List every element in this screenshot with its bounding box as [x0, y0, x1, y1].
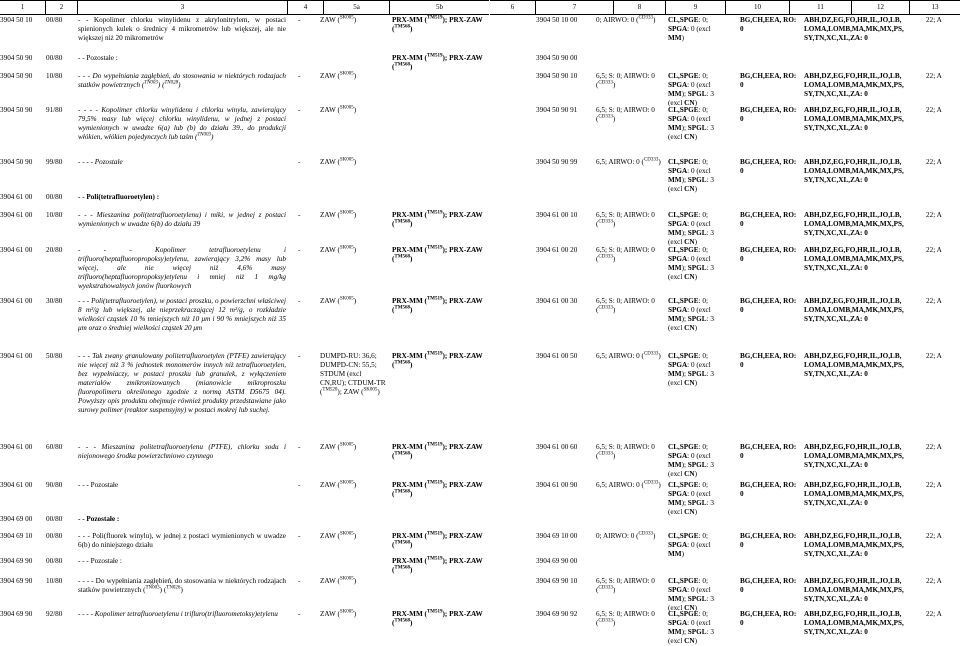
- cell-c8: CL,SPGE: 0; SPGA: 0 (excl MM): [668, 16, 711, 42]
- header-col-10: 10: [726, 1, 790, 14]
- cell-suffix: 91/80: [46, 106, 63, 114]
- cell-rcode: 3904 69 90 92: [536, 610, 578, 618]
- cell-c10: ABH,DZ,EG,FO,HR,IL,JO,LB, LOMA,LOMB,MA,MK,MX,PS, SY,TN,XC,XL,ZA: 0: [804, 246, 904, 272]
- cell-c5b: PRX-MM ($^{TM519}$); PRX-ZAW ($^{TM568}$): [392, 210, 483, 228]
- cell-desc: - - Kopolimer chlorku winylidenu z akrylonitrylem, w postaci spienionych kulek o średnicy 4 mikrometrów lub większej, ale nie większej niż 20 mikrometrów: [78, 16, 286, 42]
- cell-code: 3904 69 00: [0, 515, 33, 523]
- cell-rcode: 3904 61 00 20: [536, 246, 578, 254]
- cell-c5a: ZAW ($^{SK005}$): [320, 105, 357, 114]
- cell-c8: CL,SPGE: 0; SPGA: 0 (excl MM); SPGL: 3 (excl CN): [668, 246, 714, 281]
- cell-c4: -: [298, 443, 301, 451]
- cell-c8: CL,SPGE: 0; SPGA: 0 (excl MM); SPGL: 3 (excl CN): [668, 577, 714, 612]
- cell-suffix: 00/80: [46, 54, 63, 62]
- cell-code: 3904 50 90: [0, 106, 33, 114]
- cell-code: 3904 69 90: [0, 610, 33, 618]
- cell-desc: - - Poli(tetrafluoroetylen) :: [78, 193, 160, 201]
- cell-c5a: ZAW ($^{SK005}$): [320, 480, 357, 489]
- cell-c13: 22; A: [926, 532, 942, 540]
- cell-c13: 22; A: [926, 211, 942, 219]
- cell-rcode: 3904 69 90 00: [536, 557, 578, 565]
- cell-c5a: ZAW ($^{SK005}$): [320, 442, 357, 451]
- cell-desc: - - - Kopolimer tetrafluoroetylenu i trifluoro(heptafluoropropoksy)etylenu, zawierający 3,2% masy lub więcej, ale nie więcej niż 4,6% masy trifluoro(heptafluoropropoksy)etylenu i mniej niż 1 mg/kg wyekstrahowalnych jonów fluorkowych: [78, 246, 286, 290]
- cell-c4: -: [298, 577, 301, 585]
- cell-c5b: PRX-MM ($^{TM519}$); PRX-ZAW ($^{TM568}$): [392, 556, 483, 574]
- cell-code: 3904 61 00: [0, 246, 33, 254]
- cell-desc: - - - - Pozostałe: [78, 158, 123, 166]
- cell-c10: ABH,DZ,EG,FO,HR,IL,JO,LB, LOMA,LOMB,MA,MK,MX,PS, SY,TN,XC,XL,ZA: 0: [804, 577, 904, 603]
- cell-c7: 6,5; S: 0; AIRWO: 0 ($^{CD333}$): [596, 211, 655, 228]
- cell-c7: 6,5; S: 0; AIRWO: 0 ($^{CD333}$): [596, 610, 655, 627]
- cell-rcode: 3904 61 00 90: [536, 481, 578, 489]
- cell-c7: 6,5; AIRWO: 0 ($^{CD333}$): [596, 351, 661, 360]
- header-col-9: 9: [666, 1, 726, 14]
- cell-code: 3904 50 10: [0, 16, 33, 24]
- cell-code: 3904 61 00: [0, 481, 33, 489]
- cell-c5a: ZAW ($^{SK005}$): [320, 71, 357, 80]
- cell-c13: 22; A: [926, 481, 942, 489]
- cell-suffix: 90/80: [46, 481, 63, 489]
- cell-rcode: 3904 50 10 00: [536, 16, 578, 24]
- cell-rcode: 3904 69 10 00: [536, 532, 578, 540]
- cell-c8: CL,SPGE: 0; SPGA: 0 (excl MM); SPGL: 3 (excl CN): [668, 610, 714, 645]
- cell-c7: 6,5; S: 0; AIRWO: 0 ($^{CD333}$): [596, 297, 655, 314]
- cell-rcode: 3904 61 00 10: [536, 211, 578, 219]
- cell-suffix: 99/80: [46, 158, 63, 166]
- cell-code: 3904 61 00: [0, 352, 33, 360]
- cell-desc: - - - Do wypełniania zagłębień, do stosowania w niektórych rodzajach statków powietrznych ($^{TN003}$) ($^{TN028}$): [78, 72, 286, 89]
- header-col-5b: 5b: [436, 3, 443, 11]
- cell-c7: 6,5; S: 0; AIRWO: 0 ($^{CD333}$): [596, 443, 655, 460]
- cell-suffix: 50/80: [46, 352, 63, 360]
- cell-c13: 22; A: [926, 443, 942, 451]
- header-col-8: 8: [614, 1, 666, 14]
- cell-c5a: ZAW ($^{SK005}$): [320, 245, 357, 254]
- cell-c9: BG,CH,EEA, RO: 0: [740, 158, 797, 175]
- cell-suffix: 00/80: [46, 16, 63, 24]
- cell-suffix: 10/80: [46, 577, 63, 585]
- cell-code: 3904 61 00: [0, 297, 33, 305]
- header-col-6: 6: [490, 1, 536, 14]
- cell-rcode: 3904 50 90 91: [536, 106, 578, 114]
- header-col-11: 11: [790, 1, 852, 14]
- cell-code: 3904 50 90: [0, 158, 33, 166]
- cell-c10: ABH,DZ,EG,FO,HR,IL,JO,LB, LOMA,LOMB,MA,MK,MX,PS, SY,TN,XC,XL,ZA: 0: [804, 106, 904, 132]
- cell-c9: BG,CH,EEA, RO: 0: [740, 246, 797, 263]
- cell-code: 3904 69 90: [0, 577, 33, 585]
- cell-c4: -: [298, 481, 301, 489]
- cell-c5b: PRX-MM ($^{TM519}$); PRX-ZAW ($^{TM568}$): [392, 296, 483, 314]
- header-col-5a: 5a: [324, 1, 390, 14]
- cell-c5a: ZAW ($^{SK005}$): [320, 15, 357, 24]
- cell-c5a: ZAW ($^{SK005}$): [320, 210, 357, 219]
- cell-c13: 22; A: [926, 158, 942, 166]
- cell-c4: -: [298, 72, 301, 80]
- cell-c10: ABH,DZ,EG,FO,HR,IL,JO,LB, LOMA,LOMB,MA,MK,MX,PS, SY,TN,XC,XL,ZA: 0: [804, 72, 904, 98]
- cell-c4: -: [298, 246, 301, 254]
- cell-c10: ABH,DZ,EG,FO,HR,IL,JO,LB, LOMA,LOMB,MA,MK,MX,PS, SY,TN,XC,XL,ZA: 0: [804, 352, 904, 378]
- cell-suffix: 00/80: [46, 532, 63, 540]
- header-col-1: 1: [0, 1, 46, 14]
- cell-c9: BG,CH,EEA, RO: 0: [740, 211, 797, 228]
- cell-c4: -: [298, 211, 301, 219]
- cell-rcode: 3904 61 00 30: [536, 297, 578, 305]
- cell-suffix: 20/80: [46, 246, 63, 254]
- cell-c7: 6,5; AIRWO: 0 ($^{CD333}$): [596, 157, 661, 166]
- cell-desc: - - - - Do wypełniania zagłębień, do stosowania w niektórych rodzajach statków powietrznych ($^{TN003}$) ($^{TN026}$): [78, 577, 286, 594]
- cell-c10: ABH,DZ,EG,FO,HR,IL,JO,LB, LOMA,LOMB,MA,MK,MX,PS, SY,TN,XC,XL,ZA: 0: [804, 211, 904, 237]
- cell-c13: 22; A: [926, 297, 942, 305]
- cell-code: 3904 69 10: [0, 532, 33, 540]
- cell-c5a: ZAW ($^{SK005}$): [320, 157, 357, 166]
- cell-desc: - - - Pozostałe :: [78, 557, 122, 565]
- cell-c7: 6,5; S: 0; AIRWO: 0 ($^{CD333}$): [596, 106, 655, 123]
- cell-c5b: PRX-MM ($^{TM519}$); PRX-ZAW ($^{TM568}$): [392, 15, 483, 33]
- cell-c4: -: [298, 106, 301, 114]
- cell-rcode: 3904 69 90 10: [536, 577, 578, 585]
- cell-desc: - - - Poli(tetrafluoroetylen), w postaci proszku, o powierzchni właściwej 8 m²/g lub większej, ale nieprzekraczającej 12 m²/g, o rozkładzie wielkości cząstek 10 % mniejszych niż 10 μm i 90 % mniejszych niż 35 μm oraz o średniej wielkości cząstek 20 μm: [78, 297, 286, 332]
- cell-c7: 6,5; AIRWO: 0 ($^{CD333}$): [596, 480, 661, 489]
- cell-desc: - - Pozostałe :: [78, 515, 120, 523]
- cell-c10: ABH,DZ,EG,FO,HR,IL,JO,LB, LOMA,LOMB,MA,MK,MX,PS, SY,TN,XC,XL,ZA: 0: [804, 481, 904, 507]
- cell-c4: -: [298, 352, 301, 360]
- cell-code: 3904 61 00: [0, 193, 33, 201]
- left-header-row: [0, 0, 489, 15]
- cell-c10: ABH,DZ,EG,FO,HR,IL,JO,LB, LOMA,LOMB,MA,MK,MX,PS, SY,TN,XC,XL,ZA: 0: [804, 297, 904, 323]
- cell-rcode: 3904 50 90 00: [536, 54, 578, 62]
- cell-c8: CL,SPGE: 0; SPGA: 0 (excl MM); SPGL: 3 (excl CN): [668, 352, 714, 387]
- cell-c7: 6,5; S: 0; AIRWO: 0 ($^{CD333}$): [596, 246, 655, 263]
- cell-c7: 0; AIRWO: 0 ($^{CD333}$): [596, 531, 656, 540]
- cell-c9: BG,CH,EEA, RO: 0: [740, 610, 797, 627]
- cell-code: 3904 61 00: [0, 443, 33, 451]
- cell-c13: 22; A: [926, 577, 942, 585]
- cell-c5a: ZAW ($^{SK005}$): [320, 609, 357, 618]
- header-col-13: 13: [931, 3, 939, 11]
- cell-code: 3904 69 90: [0, 557, 33, 565]
- cell-c7: 6,5; S: 0; AIRWO: 0 ($^{CD333}$): [596, 577, 655, 594]
- cell-c13: 22; A: [926, 246, 942, 254]
- cell-c8: CL,SPGE: 0; SPGA: 0 (excl MM); SPGL: 3 (excl CN): [668, 106, 714, 141]
- header-col-4: 4: [288, 1, 324, 14]
- cell-desc: - - - Mieszanina poli(tetrafluoroetylenu) i miki, w jednej z postaci wymienionych w uwadze 6(b) do działu 39: [78, 211, 286, 228]
- cell-c9: BG,CH,EEA, RO: 0: [740, 352, 797, 369]
- cell-c10: ABH,DZ,EG,FO,HR,IL,JO,LB, LOMA,LOMB,MA,MK,MX,PS, SY,TN,XC,XL,ZA: 0: [804, 443, 904, 469]
- cell-c4: -: [298, 16, 301, 24]
- cell-code: 3904 61 00: [0, 211, 33, 219]
- right-header-row: [490, 0, 960, 15]
- cell-c4: -: [298, 610, 301, 618]
- cell-c10: ABH,DZ,EG,FO,HR,IL,JO,LB, LOMA,LOMB,MA,MK,MX,PS, SY,TN,XC,XL,ZA: 0: [804, 158, 904, 184]
- cell-desc: - - - - Kopolimer chlorku winylidenu i chlorku winylu, zawierający 79,5% masy lub więcej chlorku winylidenu, w jednej z postaci wymienionych w uwadze 6(a) lub (b) do działu 39., do produkcji włókien, włókien pojedynczych lub taśm ($^{TN003}$): [78, 106, 286, 141]
- cell-c5b: PRX-MM ($^{TM519}$); PRX-ZAW ($^{TM568}$): [392, 480, 483, 498]
- cell-code: 3904 50 90: [0, 72, 33, 80]
- cell-c8: CL,SPGE: 0; SPGA: 0 (excl MM); SPGL: 3 (excl CN): [668, 297, 714, 332]
- cell-c5b: PRX-MM ($^{TM519}$); PRX-ZAW ($^{TM568}$): [392, 53, 483, 71]
- cell-c5a: ZAW ($^{SK005}$): [320, 296, 357, 305]
- cell-c9: BG,CH,EEA, RO: 0: [740, 481, 797, 498]
- cell-c8: CL,SPGE: 0; SPGA: 0 (excl MM); SPGL: 3 (excl CN): [668, 72, 714, 107]
- cell-c9: BG,CH,EEA, RO: 0: [740, 532, 797, 549]
- cell-c8: CL,SPGE: 0; SPGA: 0 (excl MM); SPGL: 3 (excl CN): [668, 158, 714, 193]
- cell-c8: CL,SPGE: 0; SPGA: 0 (excl MM); SPGL: 3 (excl CN): [668, 443, 714, 478]
- cell-desc: - - - Poli(fluorek winylu), w jednej z postaci wymienionych w uwadze 6(b) do niniejszego działu: [78, 532, 286, 549]
- cell-c13: 22; A: [926, 352, 942, 360]
- cell-desc: - - Pozostałe :: [78, 54, 118, 62]
- cell-c10: ABH,DZ,EG,FO,HR,IL,JO,LB, LOMA,LOMB,MA,MK,MX,PS, SY,TN,XC,XL,ZA: 0: [804, 610, 904, 636]
- cell-c4: -: [298, 297, 301, 305]
- header-col-12: 12: [852, 1, 910, 14]
- cell-c5a: ZAW ($^{SK005}$): [320, 531, 357, 540]
- cell-c9: BG,CH,EEA, RO: 0: [740, 443, 797, 460]
- cell-c5a: DUMPD-RU: 36,6; DUMPD-CN: 55,5; STDUM (excl CN,RU); CTDUM-TR ($^{TM520}$); ZAW ($^{SK005}$): [320, 352, 386, 396]
- cell-suffix: 30/80: [46, 297, 63, 305]
- cell-rcode: 3904 50 90 10: [536, 72, 578, 80]
- cell-c8: CL,SPGE: 0; SPGA: 0 (excl MM); SPGL: 3 (excl CN): [668, 481, 714, 516]
- cell-c9: BG,CH,EEA, RO: 0: [740, 106, 797, 123]
- cell-c7: 0; AIRWO: 0 ($^{CD333}$): [596, 15, 656, 24]
- cell-c8: CL,SPGE: 0; SPGA: 0 (excl MM); SPGL: 3 (excl CN): [668, 211, 714, 246]
- cell-c13: 22; A: [926, 610, 942, 618]
- cell-suffix: 92/80: [46, 610, 63, 618]
- cell-c5a: ZAW ($^{SK005}$): [320, 576, 357, 585]
- cell-c8: CL,SPGE: 0; SPGA: 0 (excl MM): [668, 532, 711, 558]
- cell-c4: -: [298, 532, 301, 540]
- cell-desc: - - - Pozostałe: [78, 481, 119, 489]
- cell-c9: BG,CH,EEA, RO: 0: [740, 16, 797, 33]
- cell-suffix: 60/80: [46, 443, 63, 451]
- cell-rcode: 3904 50 90 99: [536, 158, 578, 166]
- header-col-2: 2: [46, 1, 78, 14]
- cell-c5b: PRX-MM ($^{TM519}$); PRX-ZAW ($^{TM568}$): [392, 442, 483, 460]
- cell-suffix: 10/80: [46, 72, 63, 80]
- cell-c13: 22; A: [926, 106, 942, 114]
- cell-c5b: PRX-MM ($^{TM519}$); PRX-ZAW ($^{TM568}$): [392, 351, 483, 369]
- cell-c13: 22; A: [926, 72, 942, 80]
- header-col-3: 3: [78, 1, 288, 14]
- cell-code: 3904 50 90: [0, 54, 33, 62]
- cell-c10: ABH,DZ,EG,FO,HR,IL,JO,LB, LOMA,LOMB,MA,MK,MX,PS, SY,TN,XC,XL,ZA: 0: [804, 532, 904, 558]
- cell-rcode: 3904 61 00 50: [536, 352, 578, 360]
- cell-c4: -: [298, 158, 301, 166]
- cell-c5b: PRX-MM ($^{TM519}$); PRX-ZAW ($^{TM568}$): [392, 245, 483, 263]
- cell-c9: BG,CH,EEA, RO: 0: [740, 72, 797, 89]
- cell-c13: 22; A: [926, 16, 942, 24]
- cell-desc: - - - Mieszanina politetrafluoroetylenu (PTFE), chlorku sodu i niejonowego środka powierzchniowo czynnego: [78, 443, 286, 460]
- cell-suffix: 10/80: [46, 211, 63, 219]
- cell-c5b: PRX-MM ($^{TM519}$); PRX-ZAW ($^{TM568}$): [392, 531, 483, 549]
- cell-rcode: 3904 61 00 60: [536, 443, 578, 451]
- cell-c9: BG,CH,EEA, RO: 0: [740, 577, 797, 594]
- cell-c9: BG,CH,EEA, RO: 0: [740, 297, 797, 314]
- cell-desc: - - - - Kopolimer tetrafluoroetylenu i trifluro(trifluorometoksy)etylenu: [78, 610, 278, 618]
- cell-suffix: 00/80: [46, 515, 63, 523]
- cell-c5b: PRX-MM ($^{TM519}$); PRX-ZAW ($^{TM568}$): [392, 609, 483, 627]
- cell-c7: 6,5; S: 0; AIRWO: 0 ($^{CD333}$): [596, 72, 655, 89]
- cell-suffix: 00/80: [46, 557, 63, 565]
- cell-c10: ABH,DZ,EG,FO,HR,IL,JO,LB, LOMA,LOMB,MA,MK,MX,PS, SY,TN,XC,XL,ZA: 0: [804, 16, 904, 42]
- cell-desc: - - - Tak zwany granulowany politetrafluoroetylen (PTFE) zawierający nie więcej niż 3 % jednostek monomerów innych niż tetrafluoroetylen, bez wypełniaczy, w postaci proszku lub granulek, z wyłączeniem materiałów zmikronizowanych (mianowicie mikroproszku fluoropolimeru określonego zgodnie z normą ASTM D5675 04). Powyższy opis produktu obejmuje również produkty przedstawiane jako surowy polimer (reaktor suspensyjny) w postaci mokrej lub suchej.: [78, 352, 286, 414]
- header-col-7: 7: [536, 1, 614, 14]
- cell-suffix: 00/80: [46, 193, 63, 201]
